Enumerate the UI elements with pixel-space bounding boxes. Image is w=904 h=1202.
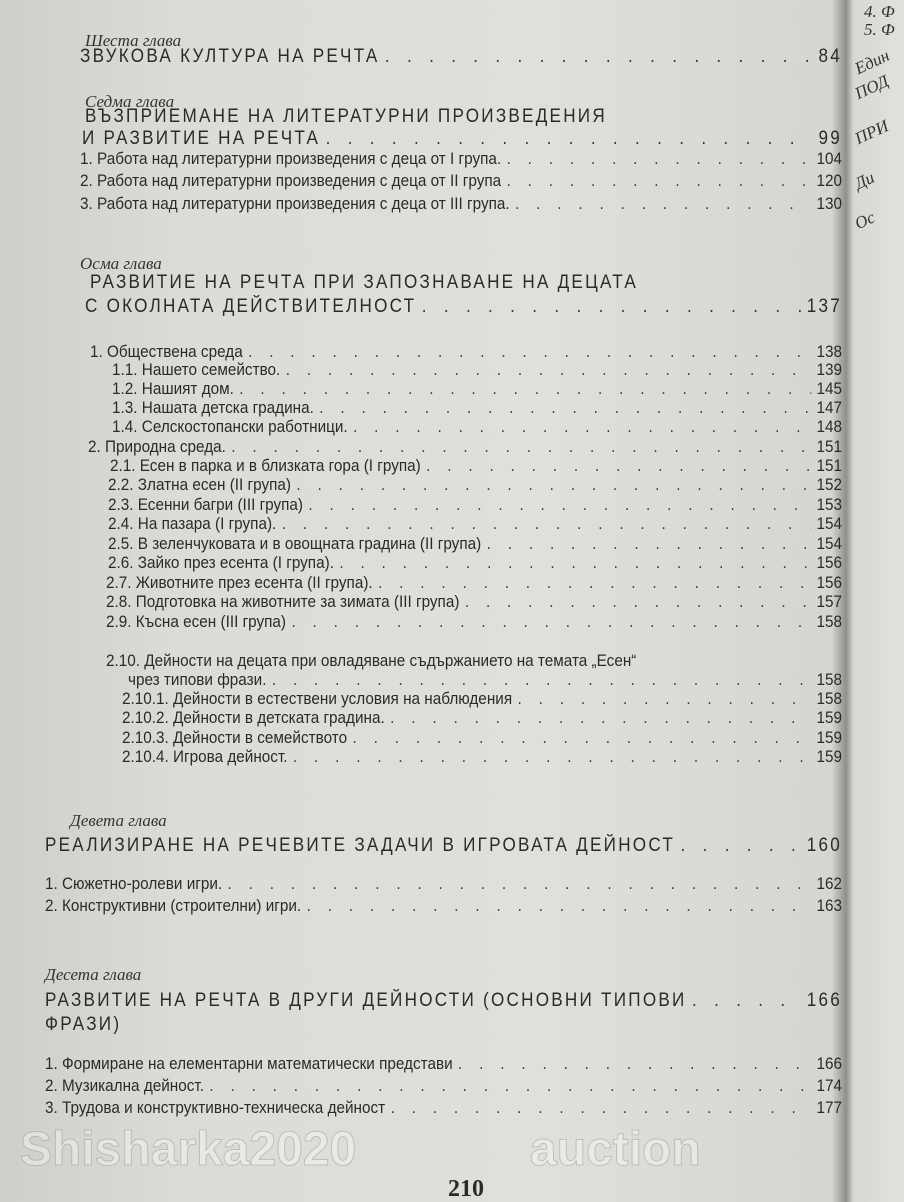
entry-text: 1.3. Нашата детска градина. bbox=[112, 398, 314, 417]
toc-entry bbox=[112, 418, 842, 436]
entry-text: 2.6. Зайко през есента (I група). bbox=[108, 553, 334, 572]
toc-entry bbox=[90, 343, 842, 361]
entry-page-number: 84 bbox=[818, 46, 842, 67]
facing-page-text: ПРИ bbox=[851, 116, 892, 149]
entry-page-number: 138 bbox=[816, 342, 842, 361]
entry-text: РЕАЛИЗИРАНЕ НА РЕЧЕВИТЕ ЗАДАЧИ В ИГРОВАТА ДЕЙНОСТ bbox=[45, 835, 676, 856]
dot-leader bbox=[239, 380, 811, 398]
entry-page-number: 166 bbox=[816, 1054, 842, 1073]
dot-leader bbox=[515, 195, 811, 213]
entry-text: 2.2. Златна есен (II група) bbox=[108, 475, 292, 494]
dot-leader bbox=[282, 515, 811, 533]
entry-page-number: 153 bbox=[816, 495, 842, 514]
entry-page-number: 163 bbox=[816, 896, 842, 915]
facing-page-text: 4. Ф bbox=[864, 2, 895, 21]
entry-page-number: 104 bbox=[816, 149, 842, 168]
toc-entry bbox=[108, 554, 842, 572]
entry-text: 3. Работа над литературни произведения с деца от III група. bbox=[80, 194, 510, 213]
toc-entry bbox=[108, 535, 842, 553]
entry-text: РАЗВИТИЕ НА РЕЧТА В ДРУГИ ДЕЙНОСТИ (ОСНОВНИ ТИПОВИ bbox=[45, 990, 687, 1011]
facing-page-text: Ди bbox=[851, 167, 878, 194]
chapter-title bbox=[82, 128, 842, 149]
dot-leader bbox=[422, 296, 802, 317]
entry-text: 1. Обществена среда bbox=[90, 342, 243, 361]
dot-leader bbox=[680, 835, 801, 856]
page-number: 210 bbox=[448, 1176, 484, 1202]
entry-page-number: 130 bbox=[816, 194, 842, 213]
toc-entry bbox=[45, 1055, 842, 1073]
entry-text: 1. Работа над литературни произведения с деца от I група. bbox=[80, 149, 502, 168]
toc-entry bbox=[112, 399, 842, 417]
entry-text: 2.1. Есен в парка и в близката гора (I група) bbox=[110, 456, 421, 475]
dot-leader bbox=[339, 554, 811, 572]
entry-text: 2. Работа над литературни произведения с деца от II група bbox=[80, 171, 502, 190]
dot-leader bbox=[228, 875, 812, 893]
entry-page-number: 148 bbox=[816, 417, 842, 436]
entry-text: Седма глава bbox=[85, 92, 175, 111]
dot-leader bbox=[326, 128, 813, 149]
dot-leader bbox=[231, 438, 811, 456]
dot-leader bbox=[248, 343, 811, 361]
entry-page-number: 139 bbox=[816, 360, 842, 379]
watermark-shisharka: Shisharka2020 bbox=[20, 1123, 357, 1176]
entry-text: 2.9. Късна есен (III група) bbox=[106, 612, 287, 631]
facing-page-text: Един bbox=[851, 45, 893, 79]
entry-text: 3. Трудова и конструктивно-техническа дейност bbox=[45, 1098, 386, 1117]
dot-leader bbox=[507, 150, 811, 168]
toc-entry bbox=[122, 709, 842, 727]
entry-page-number: 174 bbox=[816, 1076, 842, 1095]
entry-text: 1.2. Нашият дом. bbox=[112, 379, 234, 398]
entry-page-number: 156 bbox=[816, 573, 842, 592]
dot-leader bbox=[272, 671, 811, 689]
toc-entry bbox=[128, 671, 842, 689]
entry-page-number: 159 bbox=[816, 708, 842, 727]
entry-text: Девета глава bbox=[70, 811, 167, 830]
entry-page-number: 156 bbox=[816, 553, 842, 572]
toc-entry bbox=[106, 613, 842, 631]
entry-page-number: 157 bbox=[816, 592, 842, 611]
entry-text: 1.4. Селскостопански работници. bbox=[112, 417, 348, 436]
entry-text: чрез типови фрази. bbox=[128, 670, 267, 689]
entry-page-number: 162 bbox=[816, 874, 842, 893]
watermark-auction: auction bbox=[530, 1123, 701, 1176]
dot-leader bbox=[692, 990, 801, 1011]
entry-text: РАЗВИТИЕ НА РЕЧТА ПРИ ЗАПОЗНАВАНЕ НА ДЕЦАТА bbox=[90, 272, 639, 293]
chapter-label bbox=[45, 966, 141, 984]
entry-text: 2.5. В зеленчуковата и в овощната градина (II група) bbox=[108, 534, 482, 553]
entry-text: С ОКОЛНАТА ДЕЙСТВИТЕЛНОСТ bbox=[85, 296, 417, 317]
facing-page-text: Ос bbox=[851, 207, 878, 234]
dot-leader bbox=[390, 709, 811, 727]
entry-page-number: 145 bbox=[816, 379, 842, 398]
entry-text: ЗВУКОВА КУЛТУРА НА РЕЧТА bbox=[80, 46, 380, 67]
dot-leader bbox=[507, 172, 811, 190]
toc-entry bbox=[112, 361, 842, 379]
chapter-title bbox=[85, 296, 842, 317]
entry-page-number: 120 bbox=[816, 171, 842, 190]
entry-text: Шеста глава bbox=[85, 31, 182, 50]
entry-page-number: 177 bbox=[816, 1098, 842, 1117]
chapter-title bbox=[45, 990, 842, 1011]
entry-text: Осма глава bbox=[80, 254, 162, 273]
entry-text: 2.3. Есенни багри (III група) bbox=[108, 495, 304, 514]
dot-leader bbox=[458, 1055, 811, 1073]
entry-page-number: 158 bbox=[816, 689, 842, 708]
toc-entry bbox=[112, 380, 842, 398]
entry-text: ВЪЗПРИЕМАНЕ НА ЛИТЕРАТУРНИ ПРОИЗВЕДЕНИЯ bbox=[85, 106, 607, 127]
dot-leader bbox=[319, 399, 811, 417]
toc-entry bbox=[122, 729, 842, 747]
chapter-title bbox=[85, 106, 607, 127]
entry-text: ФРАЗИ) bbox=[45, 1014, 122, 1035]
entry-text: 1. Формиране на елементарни математически представи bbox=[45, 1054, 453, 1073]
entry-text: 1. Сюжетно-ролеви игри. bbox=[45, 874, 223, 893]
dot-leader bbox=[286, 361, 811, 379]
facing-page-text: ПОД bbox=[851, 71, 892, 104]
chapter-title bbox=[45, 1014, 121, 1035]
chapter-title bbox=[45, 835, 842, 856]
dot-leader bbox=[307, 897, 811, 915]
toc-entry bbox=[106, 652, 636, 670]
toc-entry bbox=[88, 438, 842, 456]
toc-entry bbox=[108, 476, 842, 494]
entry-page-number: 159 bbox=[816, 728, 842, 747]
dot-leader bbox=[385, 46, 813, 67]
entry-page-number: 99 bbox=[818, 128, 842, 149]
dot-leader bbox=[378, 574, 811, 592]
entry-text: 2.7. Животните през есента (II група). bbox=[106, 573, 373, 592]
entry-page-number: 151 bbox=[816, 456, 842, 475]
chapter-label bbox=[70, 812, 167, 830]
chapter-label bbox=[80, 255, 162, 273]
toc-entry bbox=[110, 457, 842, 475]
toc-entry bbox=[106, 574, 842, 592]
toc-entry bbox=[45, 1099, 842, 1117]
entry-page-number: 154 bbox=[816, 514, 842, 533]
dot-leader bbox=[291, 613, 811, 631]
dot-leader bbox=[353, 418, 811, 436]
entry-text: 2.4. На пазара (I група). bbox=[108, 514, 277, 533]
entry-text: 2.10. Дейности на децата при овладяване съдържанието на темата „Есен“ bbox=[106, 651, 637, 670]
entry-text: 2. Музикална дейност. bbox=[45, 1076, 204, 1095]
toc-entry bbox=[108, 515, 842, 533]
dot-leader bbox=[391, 1099, 811, 1117]
entry-page-number: 137 bbox=[806, 296, 842, 317]
entry-text: 2.10.1. Дейности в естествени условия на наблюдения bbox=[122, 689, 513, 708]
entry-page-number: 154 bbox=[816, 534, 842, 553]
entry-text: 2.10.4. Игрова дейност. bbox=[122, 747, 288, 766]
chapter-title bbox=[90, 272, 638, 293]
toc-entry bbox=[106, 593, 842, 611]
chapter-title bbox=[80, 46, 842, 67]
dot-leader bbox=[293, 748, 811, 766]
toc-entry bbox=[108, 496, 842, 514]
entry-text: 2.10.2. Дейности в детската градина. bbox=[122, 708, 385, 727]
dot-leader bbox=[308, 496, 811, 514]
entry-page-number: 158 bbox=[816, 670, 842, 689]
toc-entry bbox=[45, 1077, 842, 1095]
entry-text: 2.10.3. Дейности в семейството bbox=[122, 728, 348, 747]
entry-text: 2.8. Подготовка на животните за зимата (III група) bbox=[106, 592, 460, 611]
entry-page-number: 160 bbox=[806, 835, 842, 856]
entry-page-number: 166 bbox=[806, 990, 842, 1011]
toc-entry bbox=[80, 195, 842, 213]
entry-text: Десета глава bbox=[45, 965, 142, 984]
entry-text: 1.1. Нашето семейство. bbox=[112, 360, 281, 379]
toc-entry bbox=[45, 897, 842, 915]
entry-text: 2. Природна среда. bbox=[88, 437, 226, 456]
toc-entry bbox=[45, 875, 842, 893]
dot-leader bbox=[518, 690, 812, 708]
entry-page-number: 158 bbox=[816, 612, 842, 631]
dot-leader bbox=[353, 729, 812, 747]
toc-entry bbox=[80, 150, 842, 168]
dot-leader bbox=[487, 535, 811, 553]
toc-entry bbox=[80, 172, 842, 190]
entry-text: 2. Конструктивни (строителни) игри. bbox=[45, 896, 302, 915]
dot-leader bbox=[296, 476, 811, 494]
dot-leader bbox=[465, 593, 811, 611]
dot-leader bbox=[209, 1077, 811, 1095]
facing-page-text: 5. Ф bbox=[864, 20, 895, 39]
entry-page-number: 147 bbox=[816, 398, 842, 417]
toc-entry bbox=[122, 690, 842, 708]
entry-text: И РАЗВИТИЕ НА РЕЧТА bbox=[82, 128, 321, 149]
entry-page-number: 152 bbox=[816, 475, 842, 494]
toc-entry bbox=[122, 748, 842, 766]
entry-page-number: 151 bbox=[816, 437, 842, 456]
dot-leader bbox=[426, 457, 811, 475]
entry-page-number: 159 bbox=[816, 747, 842, 766]
